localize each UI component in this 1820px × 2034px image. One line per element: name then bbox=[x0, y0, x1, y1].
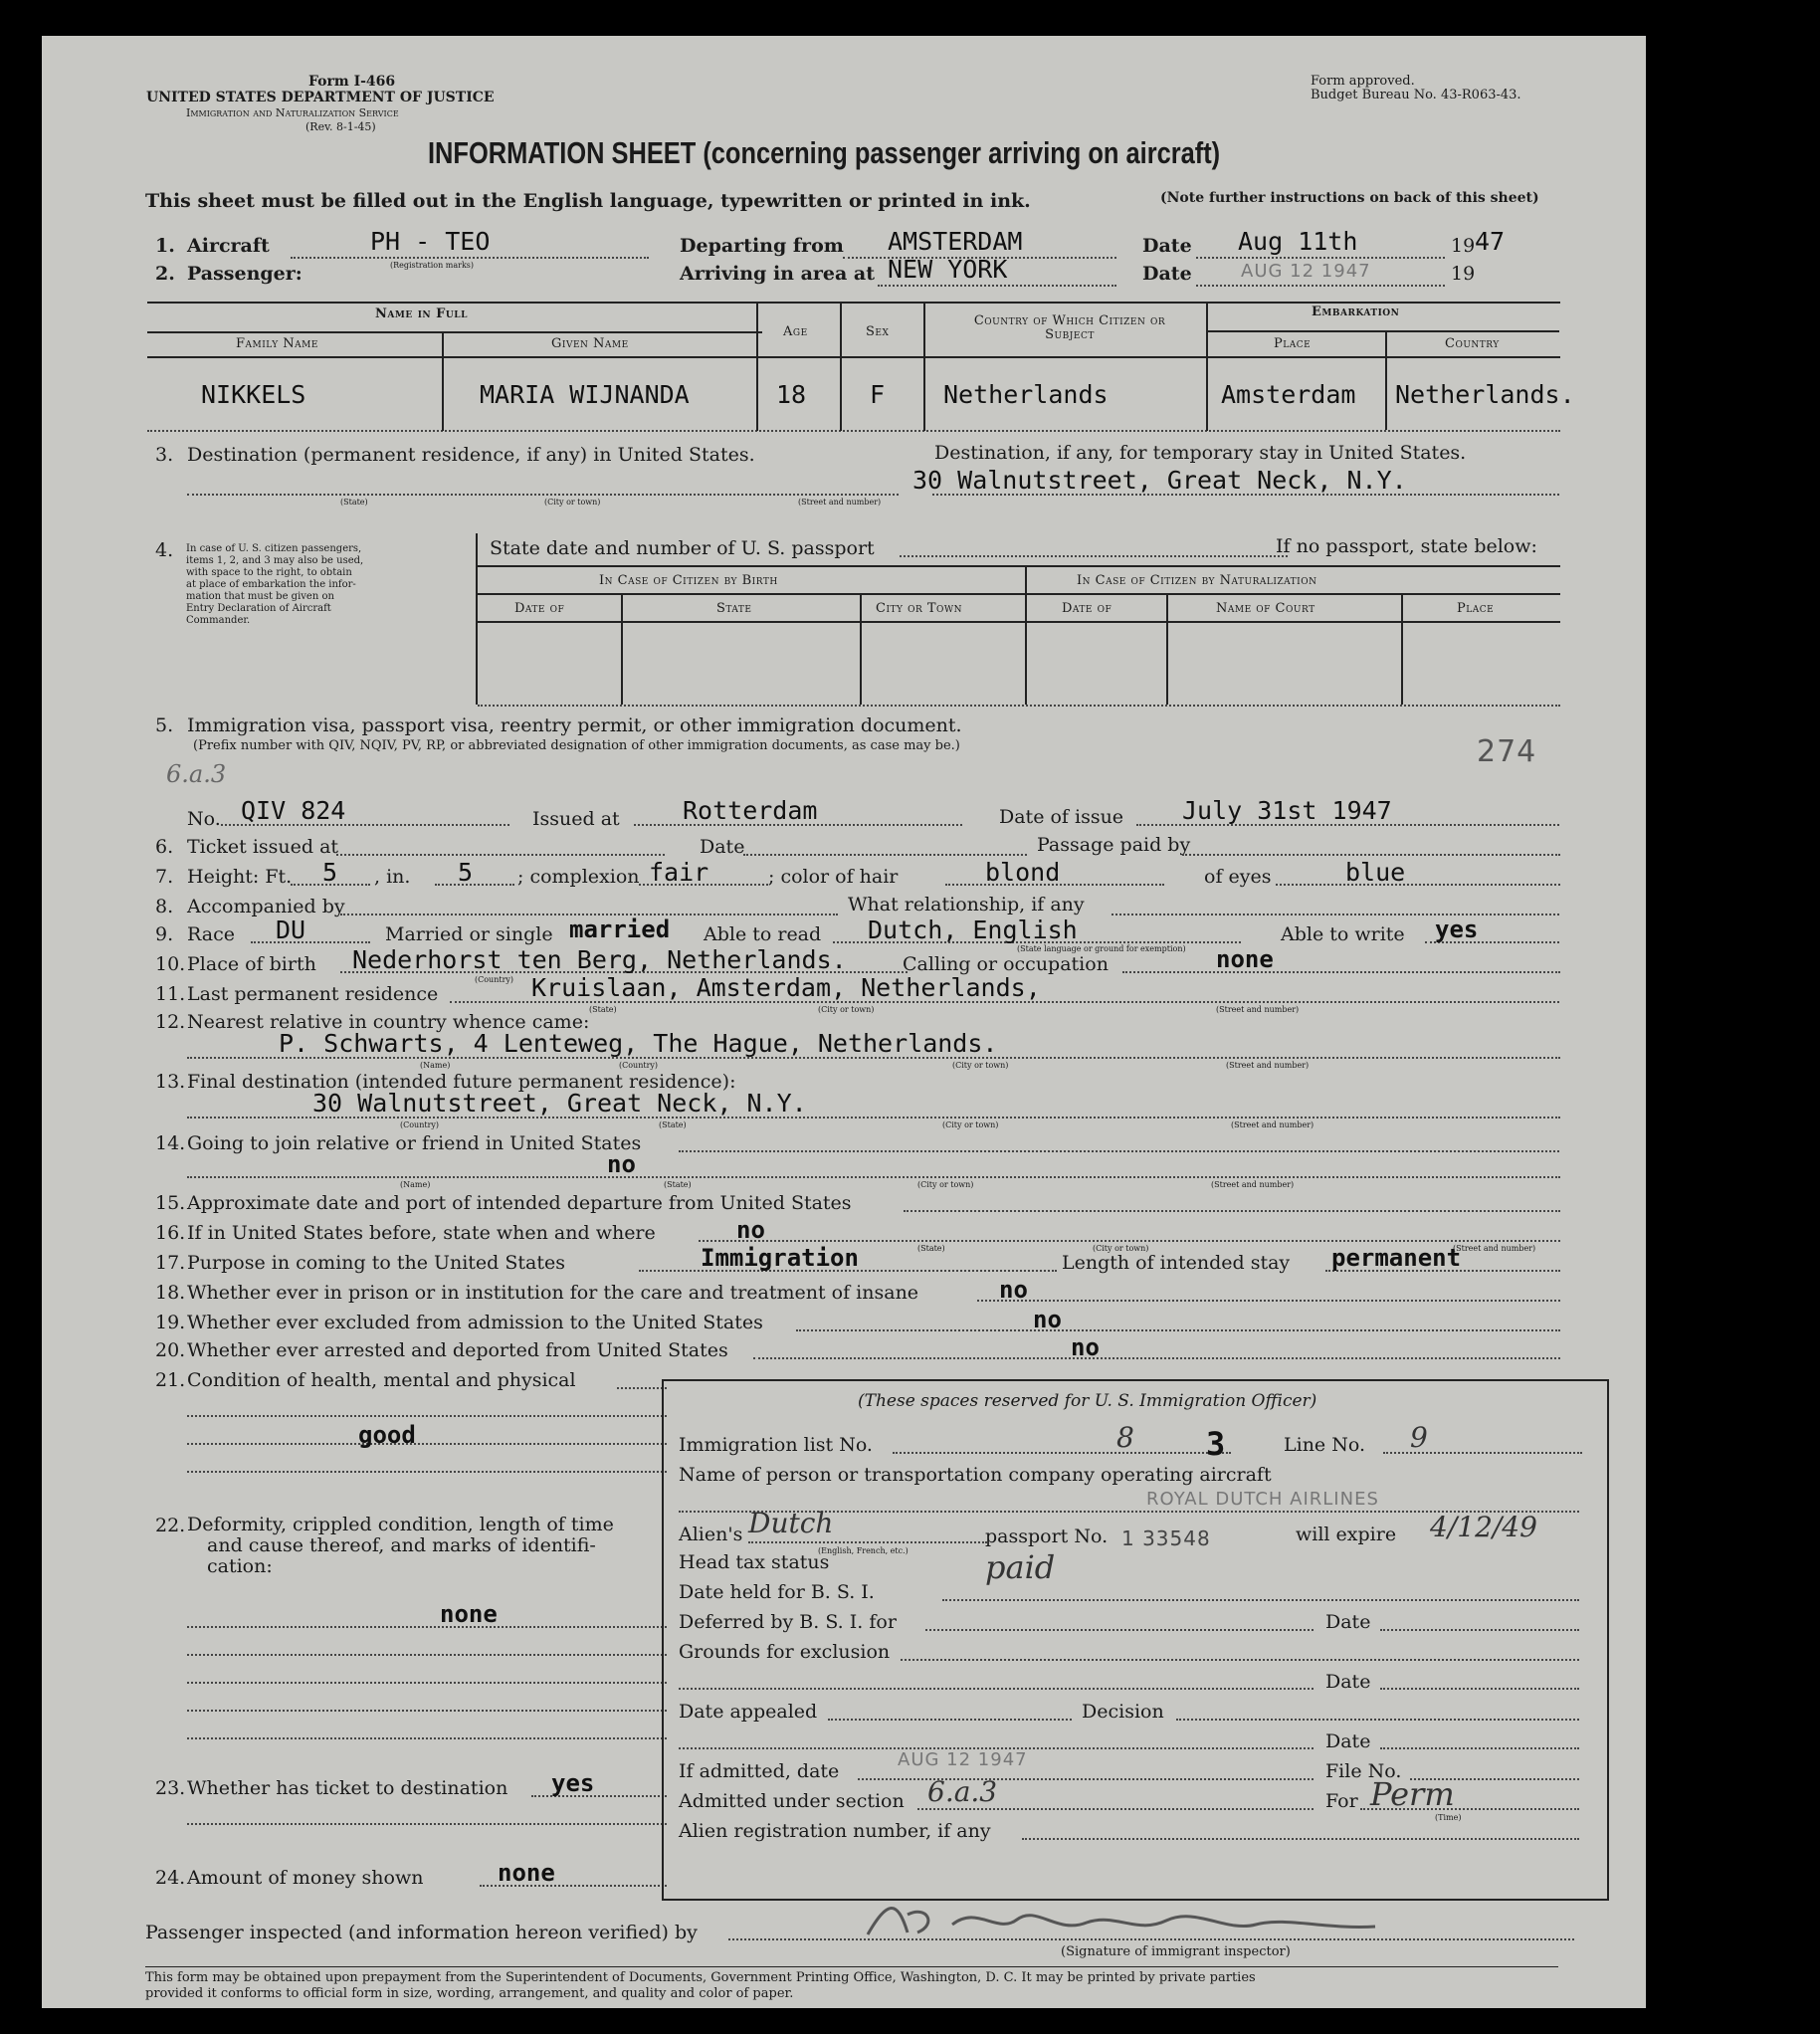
state-header: State bbox=[716, 601, 752, 616]
q14-name-sub: (Name) bbox=[400, 1180, 431, 1189]
read-sub: (State language or ground for exemption) bbox=[1017, 944, 1186, 953]
deformity-label-line: and cause thereof, and marks of identifi- bbox=[207, 1534, 596, 1556]
q13-street-sub: (Street and number) bbox=[1231, 1120, 1314, 1129]
operator-label: Name of person or transportation company operating aircraft bbox=[679, 1464, 1272, 1486]
year2-prefix: 19 bbox=[1451, 263, 1476, 285]
admitted-label: If admitted, date bbox=[679, 1760, 840, 1782]
appealed-date-label: Date bbox=[1325, 1730, 1371, 1752]
signature-sub: (Signature of immigrant inspector) bbox=[1061, 1944, 1291, 1959]
q4-note-line: Commander. bbox=[186, 615, 251, 626]
for-label: For bbox=[1325, 1790, 1358, 1812]
q3-label: Destination (permanent residence, if any) in United States. bbox=[187, 444, 755, 466]
departing-value: AMSTERDAM bbox=[888, 227, 1023, 256]
passport-label: passport No. bbox=[985, 1526, 1109, 1547]
prison-label: Whether ever in prison or in institution for the care and treatment of insane bbox=[187, 1282, 919, 1304]
calling-value: none bbox=[1216, 945, 1274, 973]
relationship-label: What relationship, if any bbox=[848, 894, 1085, 915]
in-label: , in. bbox=[374, 866, 411, 888]
q4-note bbox=[186, 543, 363, 627]
revision: (Rev. 8-1-45) bbox=[305, 120, 376, 133]
departing-label: Departing from bbox=[680, 235, 844, 257]
excluded-value: no bbox=[1033, 1306, 1062, 1333]
purpose-value: Immigration bbox=[701, 1244, 859, 1272]
footer-note-2: provided it conforms to official form in size, wording, arrangement, and quality and color of paper. bbox=[145, 1986, 794, 2001]
final-dest-value: 30 Walnutstreet, Great Neck, N.Y. bbox=[312, 1089, 807, 1118]
q12-number: 12. bbox=[155, 1011, 186, 1033]
q1-number: 1. bbox=[155, 235, 175, 257]
headtax-value: paid bbox=[985, 1548, 1056, 1586]
court-header: Name of Court bbox=[1216, 601, 1315, 616]
married-value: married bbox=[569, 915, 671, 943]
year1-prefix: 19 bbox=[1451, 235, 1476, 257]
excluded-label: Whether ever excluded from admission to the United States bbox=[187, 1312, 763, 1333]
signature-scribble bbox=[858, 1895, 1415, 1944]
sex-cell: F bbox=[870, 380, 886, 409]
join-value: no bbox=[607, 1150, 636, 1178]
service: Immigration and Naturalization Service bbox=[186, 106, 399, 119]
read-label: Able to read bbox=[704, 923, 822, 945]
passenger-label: Passenger: bbox=[187, 263, 303, 285]
q21-number: 21. bbox=[155, 1369, 186, 1391]
q5-label: Immigration visa, passport visa, reentry permit, or other immigration document. bbox=[187, 714, 962, 736]
deformity-label-line: Deformity, crippled condition, length of time bbox=[187, 1514, 614, 1535]
before-label: If in United States before, state when and where bbox=[187, 1222, 656, 1244]
q11-state-sub: (State) bbox=[589, 1005, 617, 1014]
q11-country-sub: (Country) bbox=[475, 975, 514, 984]
prison-value: no bbox=[999, 1276, 1028, 1304]
money-value: none bbox=[498, 1859, 555, 1887]
citizen-header: Country of Which Citizen or Subject bbox=[973, 313, 1166, 342]
held-label: Date held for B. S. I. bbox=[679, 1581, 875, 1603]
q5-date-label: Date of issue bbox=[999, 806, 1124, 828]
final-dest-label: Final destination (intended future permanent residence): bbox=[187, 1071, 736, 1093]
date2-label: Date bbox=[1142, 263, 1192, 285]
q4-note-line: mation that must be given on bbox=[186, 591, 334, 602]
admitted-stamp: AUG 12 1947 bbox=[898, 1749, 1028, 1770]
q13-city-sub: (City or town) bbox=[942, 1120, 999, 1129]
q9-number: 9. bbox=[155, 923, 174, 945]
footer-note-1: This form may be obtained upon prepayment from the Superintendent of Documents, Government Printing Office, Washington, D. C. It may be printed by private parties bbox=[145, 1970, 1256, 1985]
grounds-date-label: Date bbox=[1325, 1671, 1371, 1693]
deferred-date-label: Date bbox=[1325, 1611, 1371, 1633]
department: UNITED STATES DEPARTMENT OF JUSTICE bbox=[146, 90, 495, 105]
q14-street-sub: (Street and number) bbox=[1211, 1180, 1295, 1189]
country-header: Country bbox=[1445, 336, 1500, 351]
arrival-date-stamp: AUG 12 1947 bbox=[1241, 261, 1371, 282]
for-hand: Perm bbox=[1370, 1775, 1455, 1813]
year1-value: 47 bbox=[1475, 227, 1506, 256]
form-approved: Form approved. bbox=[1311, 74, 1415, 89]
q12-street-sub: (Street and number) bbox=[1226, 1061, 1310, 1070]
form-sheet bbox=[42, 36, 1646, 2008]
q4-number: 4. bbox=[155, 539, 174, 561]
q4-no-passport: If no passport, state below: bbox=[1276, 535, 1537, 557]
embarkation-header: Embarkation bbox=[1312, 305, 1400, 319]
family-name-header: Family Name bbox=[236, 336, 318, 351]
q3-temp-label: Destination, if any, for temporary stay in United States. bbox=[934, 442, 1467, 464]
date1-value: Aug 11th bbox=[1238, 227, 1358, 256]
ticket-value: yes bbox=[551, 1769, 595, 1797]
stay-value: permanent bbox=[1331, 1244, 1462, 1272]
q6-paid: Passage paid by bbox=[1037, 834, 1191, 856]
q5-number: 5. bbox=[155, 714, 174, 736]
read-value: Dutch, English bbox=[868, 915, 1078, 944]
q5-issued-value: Rotterdam bbox=[683, 796, 818, 825]
citizen-cell: Netherlands bbox=[943, 380, 1109, 409]
given-name-header: Given Name bbox=[551, 336, 629, 351]
relative-label: Nearest relative in country whence came: bbox=[187, 1011, 590, 1033]
q4-note-line: items 1, 2, and 3 may also be used, bbox=[186, 555, 364, 566]
sex-header: Sex bbox=[866, 324, 890, 339]
q11-street-sub: (Street and number) bbox=[1216, 1005, 1300, 1014]
q15-number: 15. bbox=[155, 1192, 186, 1214]
date1-label: Date bbox=[1142, 235, 1192, 257]
registration-label: Alien registration number, if any bbox=[679, 1820, 991, 1842]
q4-note-line: Entry Declaration of Aircraft bbox=[186, 603, 331, 614]
residence-value: Kruislaan, Amsterdam, Netherlands, bbox=[531, 973, 1041, 1002]
q16-number: 16. bbox=[155, 1222, 186, 1244]
stay-label: Length of intended stay bbox=[1062, 1252, 1291, 1274]
q11-number: 11. bbox=[155, 983, 186, 1005]
q8-number: 8. bbox=[155, 896, 174, 917]
q17-state-sub: (State) bbox=[917, 1244, 945, 1253]
hair-value: blond bbox=[985, 858, 1061, 887]
operator-stamp: ROYAL DUTCH AIRLINES bbox=[1146, 1489, 1379, 1510]
embark-country-cell: Netherlands. bbox=[1395, 380, 1575, 409]
residence-label: Last permanent residence bbox=[187, 983, 439, 1005]
age-cell: 18 bbox=[776, 380, 807, 409]
name-in-full-header: Name in Full bbox=[375, 306, 468, 321]
height-label: Height: Ft. bbox=[187, 866, 293, 888]
verified-label: Passenger inspected (and information hereon verified) by bbox=[145, 1922, 698, 1943]
q2-number: 2. bbox=[155, 263, 175, 285]
line-value: 9 bbox=[1410, 1421, 1428, 1454]
join-label: Going to join relative or friend in United States bbox=[187, 1132, 642, 1154]
list-hand: 8 bbox=[1116, 1421, 1134, 1454]
height-in: 5 bbox=[458, 858, 474, 887]
q4-note-line: with space to the right, to obtain bbox=[186, 567, 352, 578]
date-of2-header: Date of bbox=[1062, 601, 1112, 616]
health-value: good bbox=[358, 1421, 416, 1449]
race-label: Race bbox=[187, 923, 235, 945]
before-value: no bbox=[736, 1216, 765, 1244]
by-birth-header: In Case of Citizen by Birth bbox=[599, 573, 778, 588]
height-ft: 5 bbox=[322, 858, 338, 887]
budget-bureau: Budget Bureau No. 43-R063-43. bbox=[1311, 88, 1521, 102]
expire-label: will expire bbox=[1296, 1524, 1397, 1545]
q10-number: 10. bbox=[155, 953, 186, 975]
city-header: City or Town bbox=[876, 601, 963, 616]
list-value: 3 bbox=[1206, 1425, 1226, 1463]
passport-value: 1 33548 bbox=[1121, 1526, 1211, 1550]
expire-value: 4/12/49 bbox=[1430, 1511, 1537, 1543]
family-name-cell: NIKKELS bbox=[201, 380, 306, 409]
q18-number: 18. bbox=[155, 1282, 186, 1304]
departure-label: Approximate date and port of intended departure from United States bbox=[187, 1192, 852, 1214]
q20-number: 20. bbox=[155, 1339, 186, 1361]
q3-city-sub: (City or town) bbox=[544, 498, 601, 507]
q5-issued-label: Issued at bbox=[532, 808, 620, 830]
decision-label: Decision bbox=[1082, 1701, 1164, 1723]
q5-hand-note: 6.a.3 bbox=[166, 760, 227, 788]
arriving-value: NEW YORK bbox=[888, 255, 1008, 284]
q13-state-sub: (State) bbox=[659, 1120, 687, 1129]
list-label: Immigration list No. bbox=[679, 1434, 873, 1456]
q3-state-sub: (State) bbox=[340, 498, 368, 507]
eyes-label: of eyes bbox=[1204, 866, 1272, 888]
purpose-label: Purpose in coming to the United States bbox=[187, 1252, 565, 1274]
time-sub: (Time) bbox=[1435, 1813, 1462, 1822]
accompanied-label: Accompanied by bbox=[187, 896, 345, 917]
q6-date: Date bbox=[700, 836, 745, 858]
q12-country-sub: (Country) bbox=[619, 1061, 659, 1070]
deformity-value: none bbox=[440, 1600, 498, 1628]
q5-no-label: No. bbox=[187, 808, 221, 830]
alien-sub: (English, French, etc.) bbox=[818, 1546, 909, 1555]
complexion-value: fair bbox=[649, 858, 709, 887]
q3-number: 3. bbox=[155, 444, 174, 466]
q14-city-sub: (City or town) bbox=[917, 1180, 974, 1189]
date-of-header: Date of bbox=[514, 601, 565, 616]
q5-no-value: QIV 824 bbox=[241, 796, 346, 825]
back-note: (Note further instructions on back of this sheet) bbox=[1160, 190, 1539, 206]
q16-city-sub: (City or town) bbox=[1093, 1244, 1149, 1253]
birthplace-value: Nederhorst ten Berg, Netherlands. bbox=[352, 945, 847, 974]
q4-passport-label: State date and number of U. S. passport bbox=[490, 537, 875, 559]
section-label: Admitted under section bbox=[679, 1790, 905, 1812]
q23-number: 23. bbox=[155, 1777, 186, 1799]
eyes-value: blue bbox=[1345, 858, 1406, 887]
q4-note-line: In case of U. S. citizen passengers, bbox=[186, 543, 362, 554]
q4-note-line: at place of embarkation the infor- bbox=[186, 579, 356, 590]
deformity-label-line: cation: bbox=[207, 1555, 273, 1577]
race-value: DU bbox=[276, 915, 306, 944]
age-header: Age bbox=[783, 324, 808, 339]
place-header: Place bbox=[1274, 336, 1312, 351]
q14-state-sub: (State) bbox=[664, 1180, 692, 1189]
officer-heading: (These spaces reserved for U. S. Immigration Officer) bbox=[858, 1391, 1317, 1411]
q16-street-sub: (Street and number) bbox=[1453, 1244, 1536, 1253]
form-number: Form I-466 bbox=[308, 74, 396, 90]
q19-number: 19. bbox=[155, 1312, 186, 1333]
registration-sub: (Registration marks) bbox=[390, 261, 475, 270]
q12-name-sub: (Name) bbox=[420, 1061, 451, 1070]
appealed-label: Date appealed bbox=[679, 1701, 818, 1723]
q6-label: Ticket issued at bbox=[187, 836, 339, 858]
stamp-number: 274 bbox=[1477, 734, 1537, 769]
file-label: File No. bbox=[1325, 1760, 1402, 1782]
q5-date-value: July 31st 1947 bbox=[1182, 796, 1392, 825]
by-nat-header: In Case of Citizen by Naturalization bbox=[1077, 573, 1317, 588]
aircraft-value: PH - TEO bbox=[370, 227, 491, 256]
q3-street-sub: (Street and number) bbox=[798, 498, 882, 507]
grounds-label: Grounds for exclusion bbox=[679, 1641, 891, 1663]
q12-city-sub: (City or town) bbox=[952, 1061, 1009, 1070]
calling-label: Calling or occupation bbox=[903, 953, 1109, 975]
q7-number: 7. bbox=[155, 866, 174, 888]
alien-hand: Dutch bbox=[748, 1507, 834, 1539]
instruction: This sheet must be filled out in the English language, typewritten or printed in ink. bbox=[145, 190, 1031, 212]
deformity-label bbox=[187, 1515, 614, 1577]
aircraft-label: Aircraft bbox=[187, 235, 270, 257]
q24-number: 24. bbox=[155, 1867, 186, 1889]
married-label: Married or single bbox=[385, 923, 553, 945]
headtax-label: Head tax status bbox=[679, 1551, 830, 1573]
birthplace-label: Place of birth bbox=[187, 953, 316, 975]
ticket-label: Whether has ticket to destination bbox=[187, 1777, 508, 1799]
write-value: yes bbox=[1435, 915, 1479, 943]
q5-sub: (Prefix number with QIV, NQIV, PV, RP, or abbreviated designation of other immigration documents, as case may be.) bbox=[193, 738, 960, 753]
relative-value: P. Schwarts, 4 Lenteweg, The Hague, Netherlands. bbox=[279, 1029, 998, 1058]
deported-label: Whether ever arrested and deported from United States bbox=[187, 1339, 728, 1361]
q3-temp-value: 30 Walnutstreet, Great Neck, N.Y. bbox=[912, 466, 1407, 495]
line-label: Line No. bbox=[1284, 1434, 1365, 1456]
given-name-cell: MARIA WIJNANDA bbox=[480, 380, 690, 409]
embark-place-cell: Amsterdam bbox=[1221, 380, 1356, 409]
write-label: Able to write bbox=[1281, 923, 1405, 945]
form-title: INFORMATION SHEET (concerning passenger arriving on aircraft) bbox=[428, 135, 1221, 170]
q13-number: 13. bbox=[155, 1071, 186, 1093]
deferred-label: Deferred by B. S. I. for bbox=[679, 1611, 897, 1633]
health-label: Condition of health, mental and physical bbox=[187, 1369, 576, 1391]
q17-number: 17. bbox=[155, 1252, 186, 1274]
q13-country-sub: (Country) bbox=[400, 1120, 440, 1129]
q14-number: 14. bbox=[155, 1132, 186, 1154]
q22-number: 22. bbox=[155, 1515, 186, 1536]
deported-value: no bbox=[1071, 1333, 1100, 1361]
arriving-label: Arriving in area at bbox=[680, 263, 876, 285]
alien-label: Alien's bbox=[679, 1524, 743, 1545]
money-label: Amount of money shown bbox=[187, 1867, 424, 1889]
section-value: 6.a.3 bbox=[927, 1775, 998, 1808]
place2-header: Place bbox=[1457, 601, 1495, 616]
q6-number: 6. bbox=[155, 836, 174, 858]
q11-city-sub: (City or town) bbox=[818, 1005, 875, 1014]
hair-label: ; color of hair bbox=[768, 866, 899, 888]
complexion-label: ; complexion bbox=[517, 866, 640, 888]
